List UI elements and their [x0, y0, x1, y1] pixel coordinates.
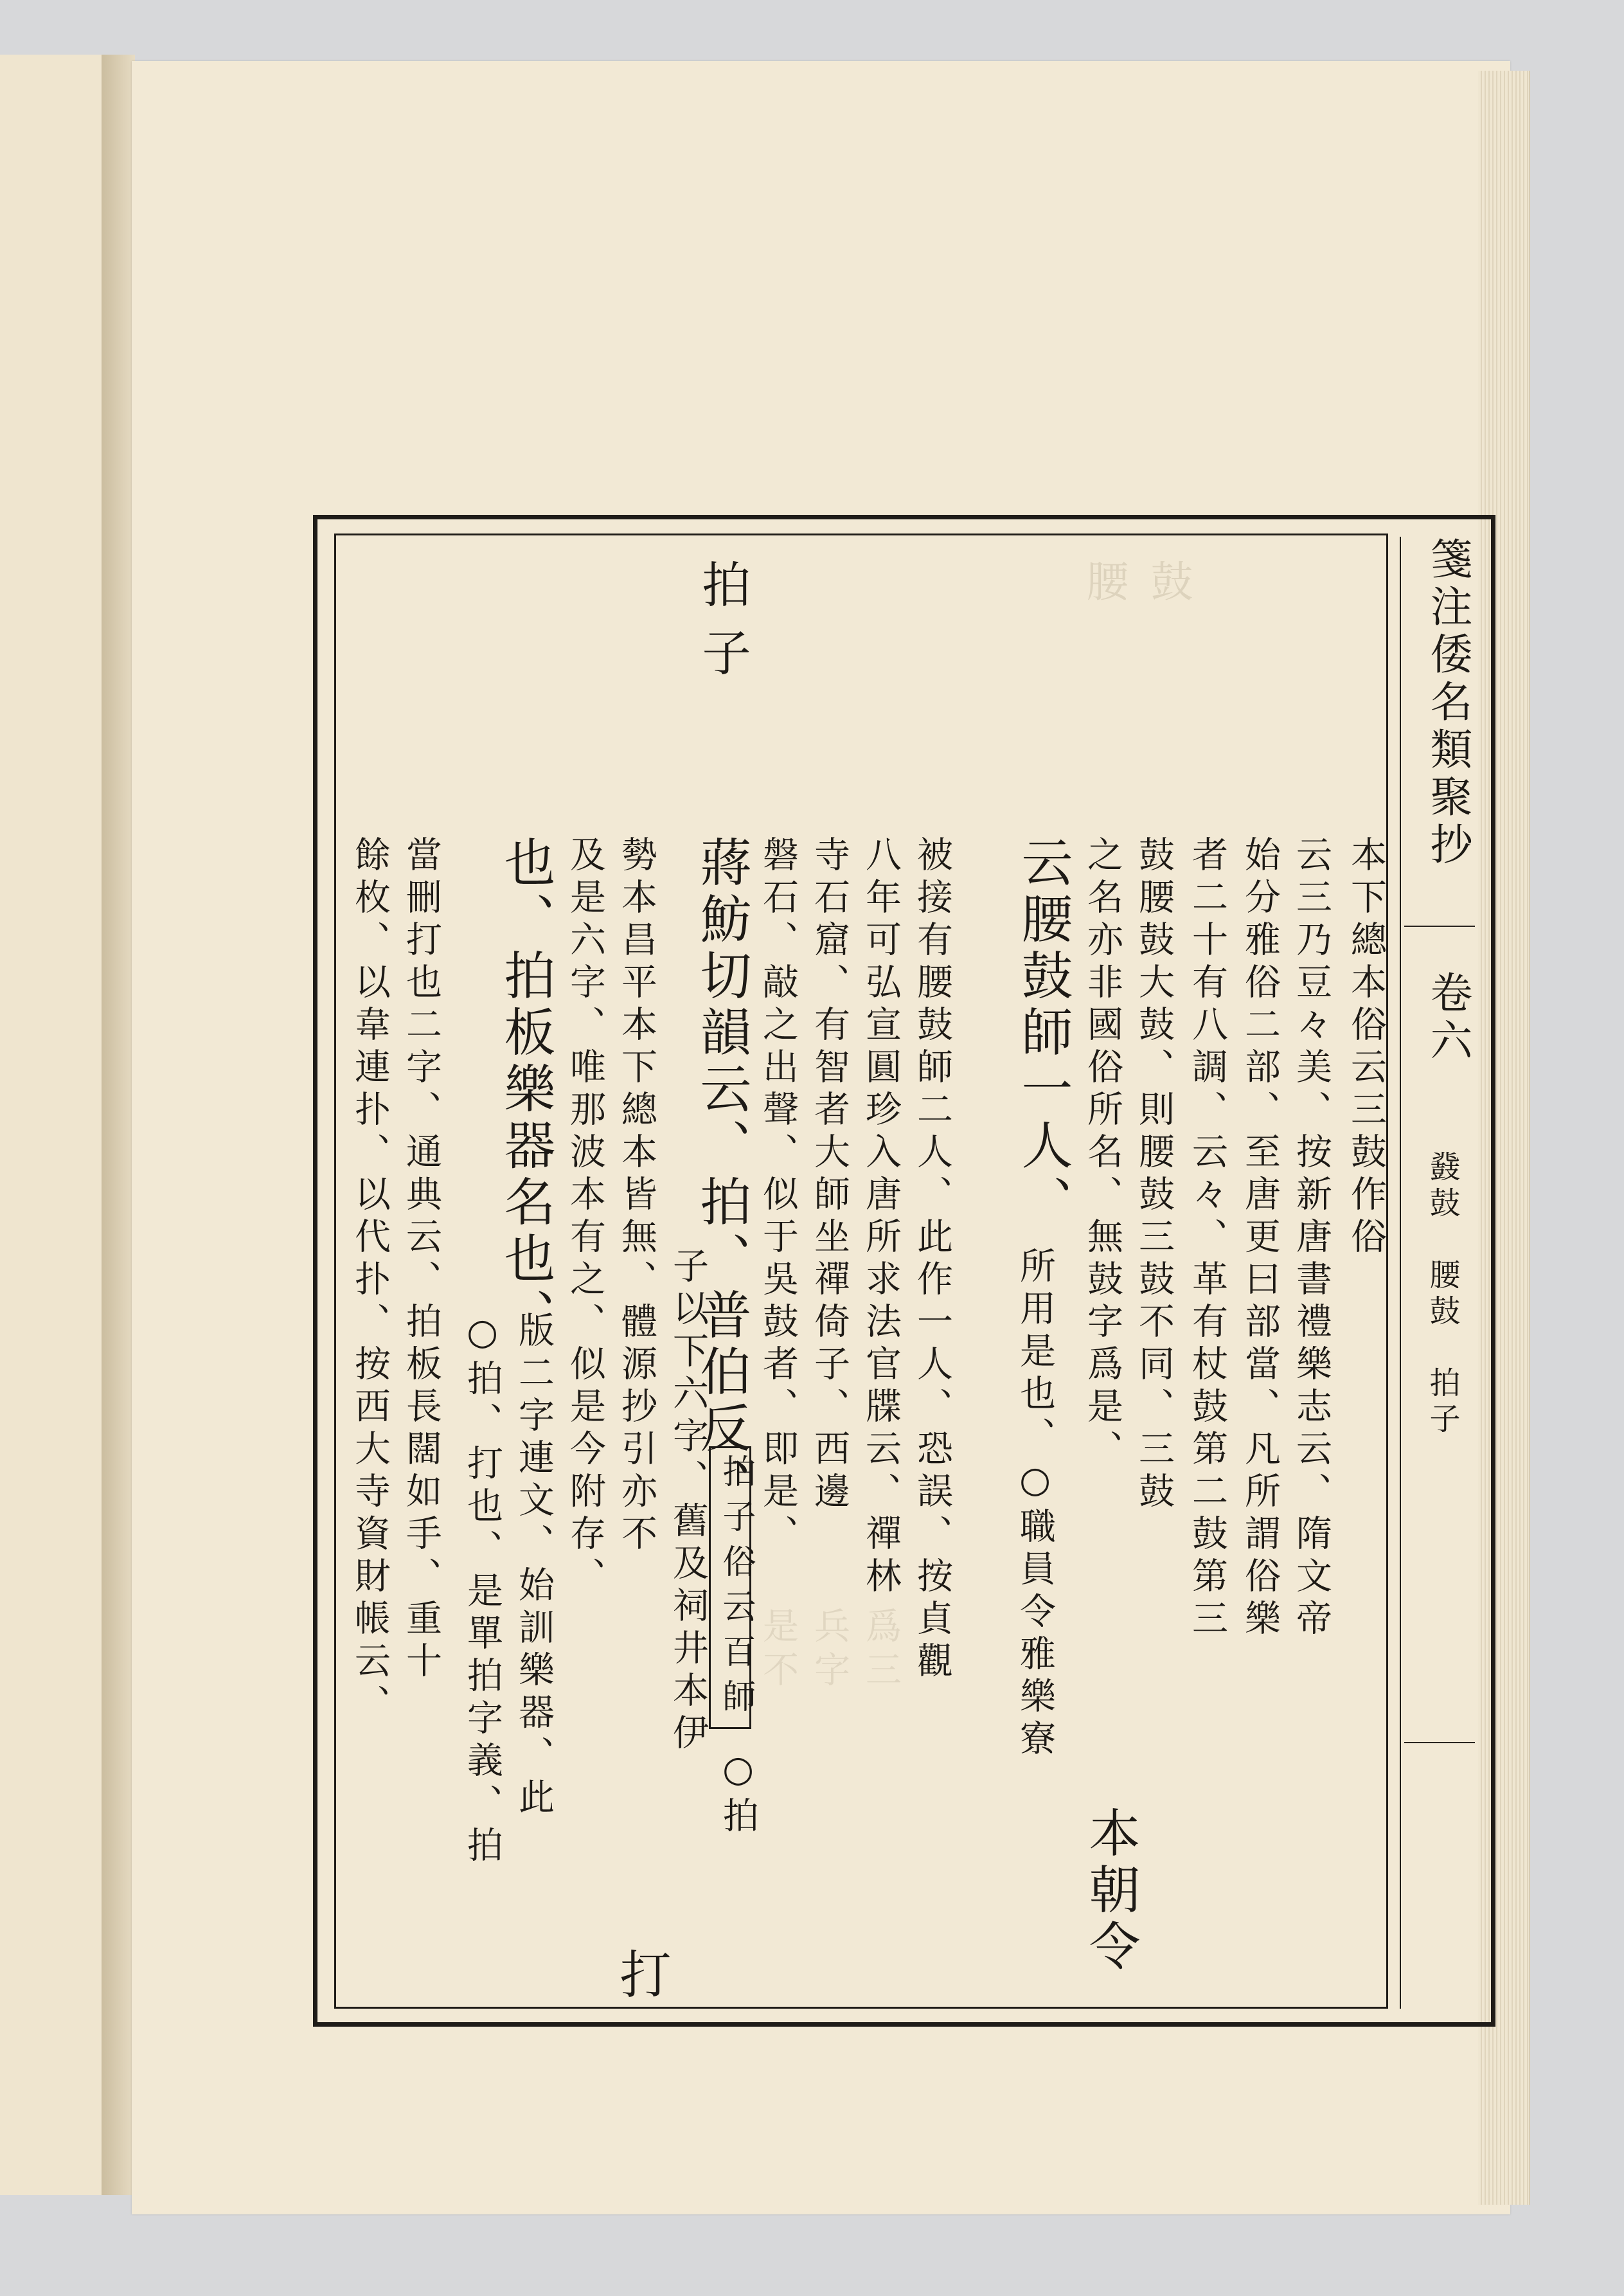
section-labels: 鼗鼓 腰鼓 拍子 [1424, 1151, 1460, 1439]
text-column: 之名亦非國俗所名、無鼓字爲是、 [1082, 836, 1123, 1472]
text-column: 鼓腰鼓大鼓、則腰鼓三鼓不同、三鼓 [1133, 836, 1175, 1514]
text-column: 寺石窟、有智者大師坐禪倚子、西邊 [808, 836, 850, 1514]
text-column: ○拍、打也、是單拍字義、拍 [461, 1311, 503, 1869]
text-column-large: 云腰鼓師一人、 [1013, 836, 1073, 1232]
bleedthrough-text: 是不 [757, 1607, 799, 1694]
bleedthrough-text: 爲三 [860, 1607, 902, 1694]
text-column: 本下總本俗云三鼓作俗 [1345, 836, 1387, 1260]
text-column-large: 打 [611, 1948, 671, 2004]
text-column: 八年可弘宣圓珍入唐所求法官牒云、禪林 [860, 836, 902, 1599]
text-column: 被接有腰鼓師二人、此作一人、恐誤、按貞觀 [911, 836, 953, 1684]
book-gutter [102, 55, 135, 2195]
volume-label: 卷六 [1423, 971, 1472, 1066]
text-column-large: 蔣魴切韻云、拍、普伯反、 [692, 836, 751, 1514]
left-page [0, 55, 111, 2195]
text-column: 版二字連文、始訓樂器、此 [513, 1311, 555, 1820]
text-column: 子以下六字、舊及祠井本伊 [667, 1247, 709, 1756]
bleedthrough-text: 鼓 [1143, 559, 1193, 621]
text-column: 者二十有八調、云々、革有杖鼓第二鼓第三 [1186, 836, 1228, 1642]
text-column: 所用是也、○職員令雅樂寮 [1014, 1247, 1056, 1762]
text-column: 云三乃豆々美、按新唐書禮樂志云、隋文帝 [1290, 836, 1332, 1642]
bleedthrough-text: 兵字 [808, 1607, 850, 1694]
text-column: 及是六字、唯那波本有之、似是今附存、 [564, 836, 606, 1599]
text-column: 勢本昌平本下總本皆無、體源抄引亦不 [616, 836, 657, 1557]
text-column: 當刪打也二字、通典云、拍板長闊如手、重十 [400, 836, 442, 1684]
text-column: 始分雅俗二部、至唐更曰部當、凡所謂俗樂 [1239, 836, 1281, 1642]
text-column-large: 也、拍板樂器名也、 [495, 836, 555, 1345]
text-column: 餘枚、以韋連扑、以代扑、按西大寺資財帳云、 [349, 836, 391, 1726]
entry-heading: 拍子 [694, 559, 751, 695]
text-column: ○拍 [717, 1748, 759, 1839]
book-title: 箋注倭名類聚抄 [1423, 537, 1472, 870]
text-column: 磐石、敲之出聲、似于吳鼓者、即是、 [757, 836, 799, 1557]
boxed-note: 拍子俗云百師 [717, 1454, 755, 1724]
text-column-large: 本朝令 [1080, 1806, 1140, 1976]
margin-rule-top [1404, 926, 1475, 927]
margin-divider [1400, 537, 1401, 2009]
margin-rule-bottom [1404, 1742, 1475, 1743]
bleedthrough-text: 腰 [1079, 559, 1129, 621]
